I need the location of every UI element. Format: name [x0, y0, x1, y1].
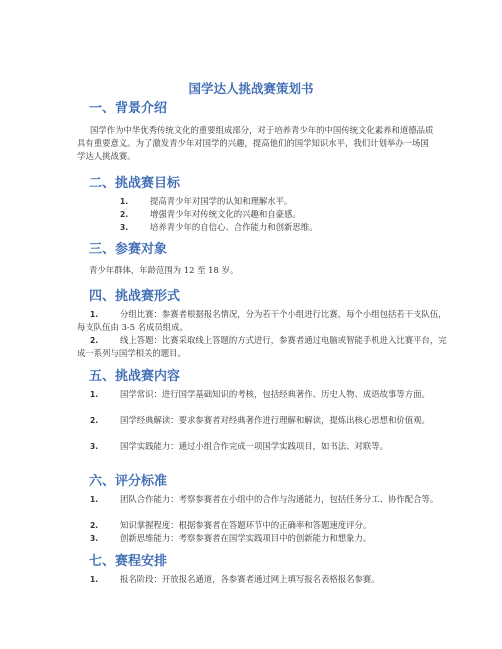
participants-text: 青少年群体，年龄范围为 12 至 18 岁。 — [89, 265, 239, 275]
list-text: 国学实践能力：通过小组合作完成一项国学实践项目，如书法、对联等。 — [120, 441, 388, 451]
list-item — [77, 440, 447, 453]
section-heading-goals: 二、挑战赛目标 — [89, 176, 181, 191]
background-paragraph: 国学作为中华优秀传统文化的重要组成部分，对于培养青少年的中国传统文化素养和道德品质具有重要意义。为了激发青少年对国学的兴趣，提高他们的国学知识水平，我们计划举办一场国学达人挑战赛。 — [77, 125, 434, 161]
list-item — [77, 334, 447, 360]
list-item — [77, 493, 447, 506]
list-text: 培养青少年的自信心、合作能力和创新思维。 — [150, 222, 318, 232]
section-heading-schedule: 七、赛程安排 — [89, 554, 168, 569]
list-text: 创新思维能力：考察参赛者在国学实践项目中的创新能力和想象力。 — [120, 533, 372, 543]
section-heading-background: 一、背景介绍 — [89, 101, 168, 116]
list-item — [77, 388, 447, 401]
list-number: 2. — [90, 521, 99, 530]
list-number: 3. — [90, 442, 99, 451]
list-text: 知识掌握程度：根据参赛者在答题环节中的正确率和答题速度评分。 — [120, 520, 372, 530]
list-text: 增强青少年对传统文化的兴趣和自豪感。 — [150, 209, 301, 219]
list-item — [77, 414, 447, 427]
list-number: 1. — [120, 197, 129, 206]
list-text: 分组比赛：参赛者根据报名情况，分为若干个小组进行比赛，每个小组包括若干支队伍，每支队伍由 3-5 名成员组成。 — [77, 309, 447, 332]
list-number: 1. — [90, 575, 99, 584]
list-text: 报名阶段：开放报名通道，各参赛者通过网上填写报名表格报名参赛。 — [120, 574, 380, 584]
list-item — [77, 208, 447, 221]
list-item — [77, 308, 447, 334]
list-item — [77, 519, 447, 532]
list-text: 国学经典解读：要求参赛者对经典著作进行理解和解读，提炼出核心思想和价值观。 — [120, 415, 430, 425]
document-title: 国学达人挑战赛策划书 — [188, 81, 314, 96]
list-number: 2. — [90, 336, 99, 345]
section-heading-format: 四、挑战赛形式 — [89, 289, 181, 304]
list-text: 提高青少年对国学的认知和理解水平。 — [150, 196, 293, 206]
section-heading-content: 五、挑战赛内容 — [89, 369, 181, 384]
list-number: 1. — [90, 390, 99, 399]
list-item — [77, 532, 447, 545]
list-number: 3. — [120, 223, 129, 232]
list-item — [77, 221, 447, 234]
list-text: 国学常识：进行国学基础知识的考核，包括经典著作、历史人物、成语故事等方面。 — [120, 389, 430, 399]
list-number: 2. — [120, 210, 129, 219]
list-text: 线上答题：比赛采取线上答题的方式进行，参赛者通过电脑或智能手机进入比赛平台，完成一系列与国学相关的题目。 — [77, 335, 447, 358]
list-number: 1. — [90, 495, 99, 504]
list-number: 2. — [90, 416, 99, 425]
section-heading-scoring: 六、评分标准 — [89, 474, 168, 489]
section-heading-participants: 三、参赛对象 — [89, 242, 168, 257]
list-item — [77, 573, 447, 586]
list-number: 1. — [90, 310, 99, 319]
list-item — [77, 195, 447, 208]
list-text: 团队合作能力：考察参赛者在小组中的合作与沟通能力，包括任务分工、协作配合等。 — [120, 494, 439, 504]
list-number: 3. — [90, 534, 99, 543]
